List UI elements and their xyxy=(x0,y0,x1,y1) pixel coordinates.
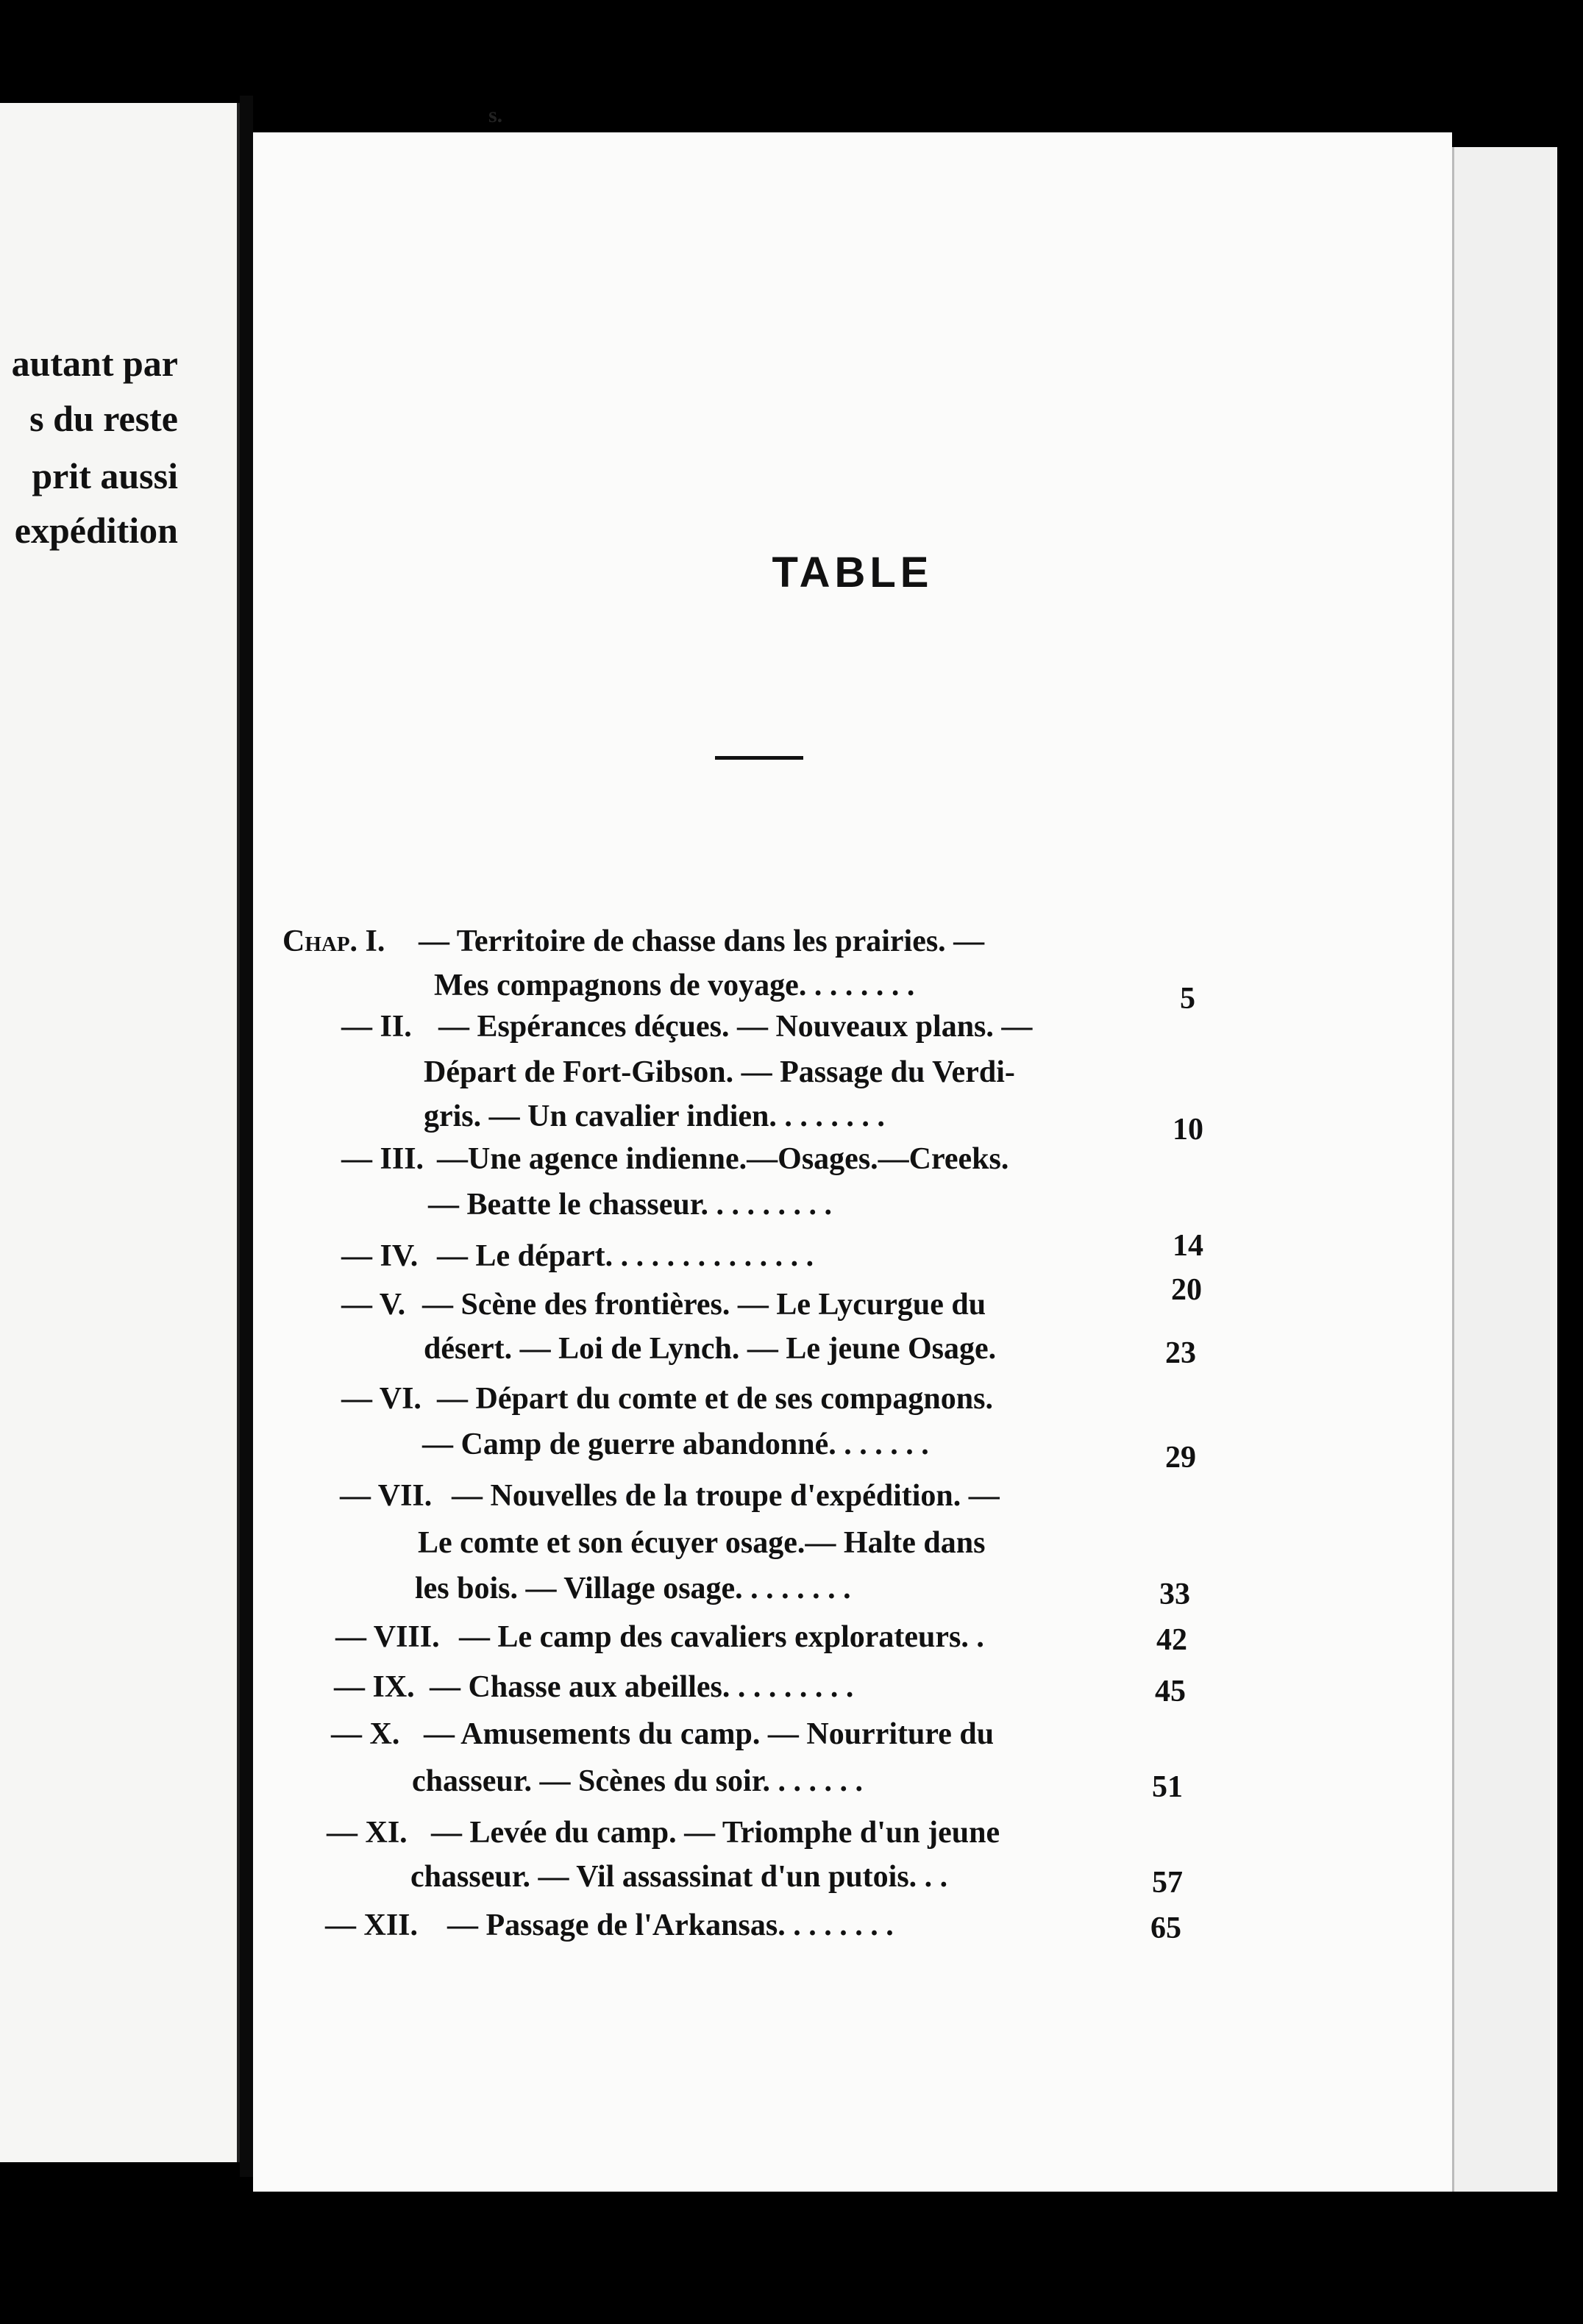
toc-page-number: 33 xyxy=(1159,1578,1190,1611)
toc-entry-line: — Nouvelles de la troupe d'expédition. — xyxy=(452,1479,1000,1513)
right-page xyxy=(253,103,1452,2192)
toc-entry-line: — Beatte le chasseur. . . . . . . . . xyxy=(428,1188,833,1222)
toc-page-number: 5 xyxy=(1180,982,1195,1016)
toc-entry-line: désert. — Loi de Lynch. — Le jeune Osage. xyxy=(424,1332,997,1366)
toc-entry-line: — Passage de l'Arkansas. . . . . . . . xyxy=(447,1908,894,1942)
toc-entry-label: — XI. xyxy=(327,1816,408,1850)
page-edge xyxy=(1452,147,1557,2192)
left-page-line: autant par xyxy=(11,343,178,384)
left-page xyxy=(0,103,240,2162)
toc-entry-line: chasseur. — Vil assassinat d'un putois. . . xyxy=(410,1860,948,1894)
toc-page-number: 51 xyxy=(1152,1770,1183,1804)
toc-entry-line: — Camp de guerre abandonné. . . . . . . xyxy=(422,1427,929,1461)
left-page-line: prit aussi xyxy=(32,455,178,496)
toc-entry-label: — XII. xyxy=(325,1908,419,1942)
toc-entry-label: — VII. xyxy=(340,1479,433,1513)
left-page-line: s du reste xyxy=(29,398,178,439)
toc-page-number: 20 xyxy=(1171,1273,1202,1307)
top-mark: s. xyxy=(488,103,503,127)
toc-entry-line: les bois. — Village osage. . . . . . . . xyxy=(415,1572,851,1605)
toc-entry-label: — V. xyxy=(341,1288,406,1322)
toc-entry-line: chasseur. — Scènes du soir. . . . . . . xyxy=(412,1764,863,1798)
toc-entry-line: Départ de Fort-Gibson. — Passage du Verdi- xyxy=(424,1055,1015,1089)
toc-entry-line: — Scène des frontières. — Le Lycurgue du xyxy=(422,1288,986,1322)
toc-page-number: 57 xyxy=(1152,1866,1183,1900)
toc-entry-line: — Espérances déçues. — Nouveaux plans. — xyxy=(438,1010,1033,1044)
table-of-contents xyxy=(253,132,1452,2192)
toc-page-number: 29 xyxy=(1165,1441,1196,1475)
toc-page-number: 10 xyxy=(1173,1113,1203,1147)
toc-entry-label: — X. xyxy=(331,1717,400,1751)
toc-entry-line: — Territoire de chasse dans les prairies. — xyxy=(419,924,985,958)
toc-entry-line: gris. — Un cavalier indien. . . . . . . . xyxy=(424,1099,885,1133)
toc-page-number: 65 xyxy=(1150,1911,1181,1945)
toc-entry-line: Le comte et son écuyer osage.— Halte dans xyxy=(418,1526,986,1560)
toc-page-number: 14 xyxy=(1173,1229,1203,1263)
toc-entry-label: — VI. xyxy=(341,1382,421,1416)
toc-entry-label: — III. xyxy=(341,1142,424,1176)
toc-entry-line: — Chasse aux abeilles. . . . . . . . . xyxy=(430,1670,854,1704)
toc-entry-line: — Départ du comte et de ses compagnons. xyxy=(437,1382,993,1416)
toc-entry-line: — Amusements du camp. — Nourriture du xyxy=(424,1717,995,1751)
book-gutter xyxy=(240,96,253,2177)
toc-entry-line: — Le camp des cavaliers explorateurs. . xyxy=(459,1620,984,1654)
toc-entry-label: — IX. xyxy=(334,1670,415,1704)
toc-entry-line: Mes compagnons de voyage. . . . . . . . xyxy=(434,969,915,1002)
toc-page-number: 45 xyxy=(1155,1675,1186,1708)
toc-entry-line: — Levée du camp. — Triomphe d'un jeune xyxy=(431,1816,1000,1850)
toc-entry-label: — IV. xyxy=(341,1239,419,1273)
page-title: TABLE xyxy=(772,549,933,596)
left-page-line: expédition xyxy=(14,510,178,551)
toc-entry-label: Chap. I. xyxy=(282,924,385,958)
toc-page-number: 23 xyxy=(1165,1336,1196,1370)
toc-entry-label: — II. xyxy=(341,1010,412,1044)
toc-entry-label: — VIII. xyxy=(335,1620,440,1654)
toc-page-number: 42 xyxy=(1156,1623,1187,1657)
toc-entry-line: — Le départ. . . . . . . . . . . . . . xyxy=(437,1239,814,1273)
toc-entry-line: —Une agence indienne.—Osages.—Creeks. xyxy=(437,1142,1009,1176)
